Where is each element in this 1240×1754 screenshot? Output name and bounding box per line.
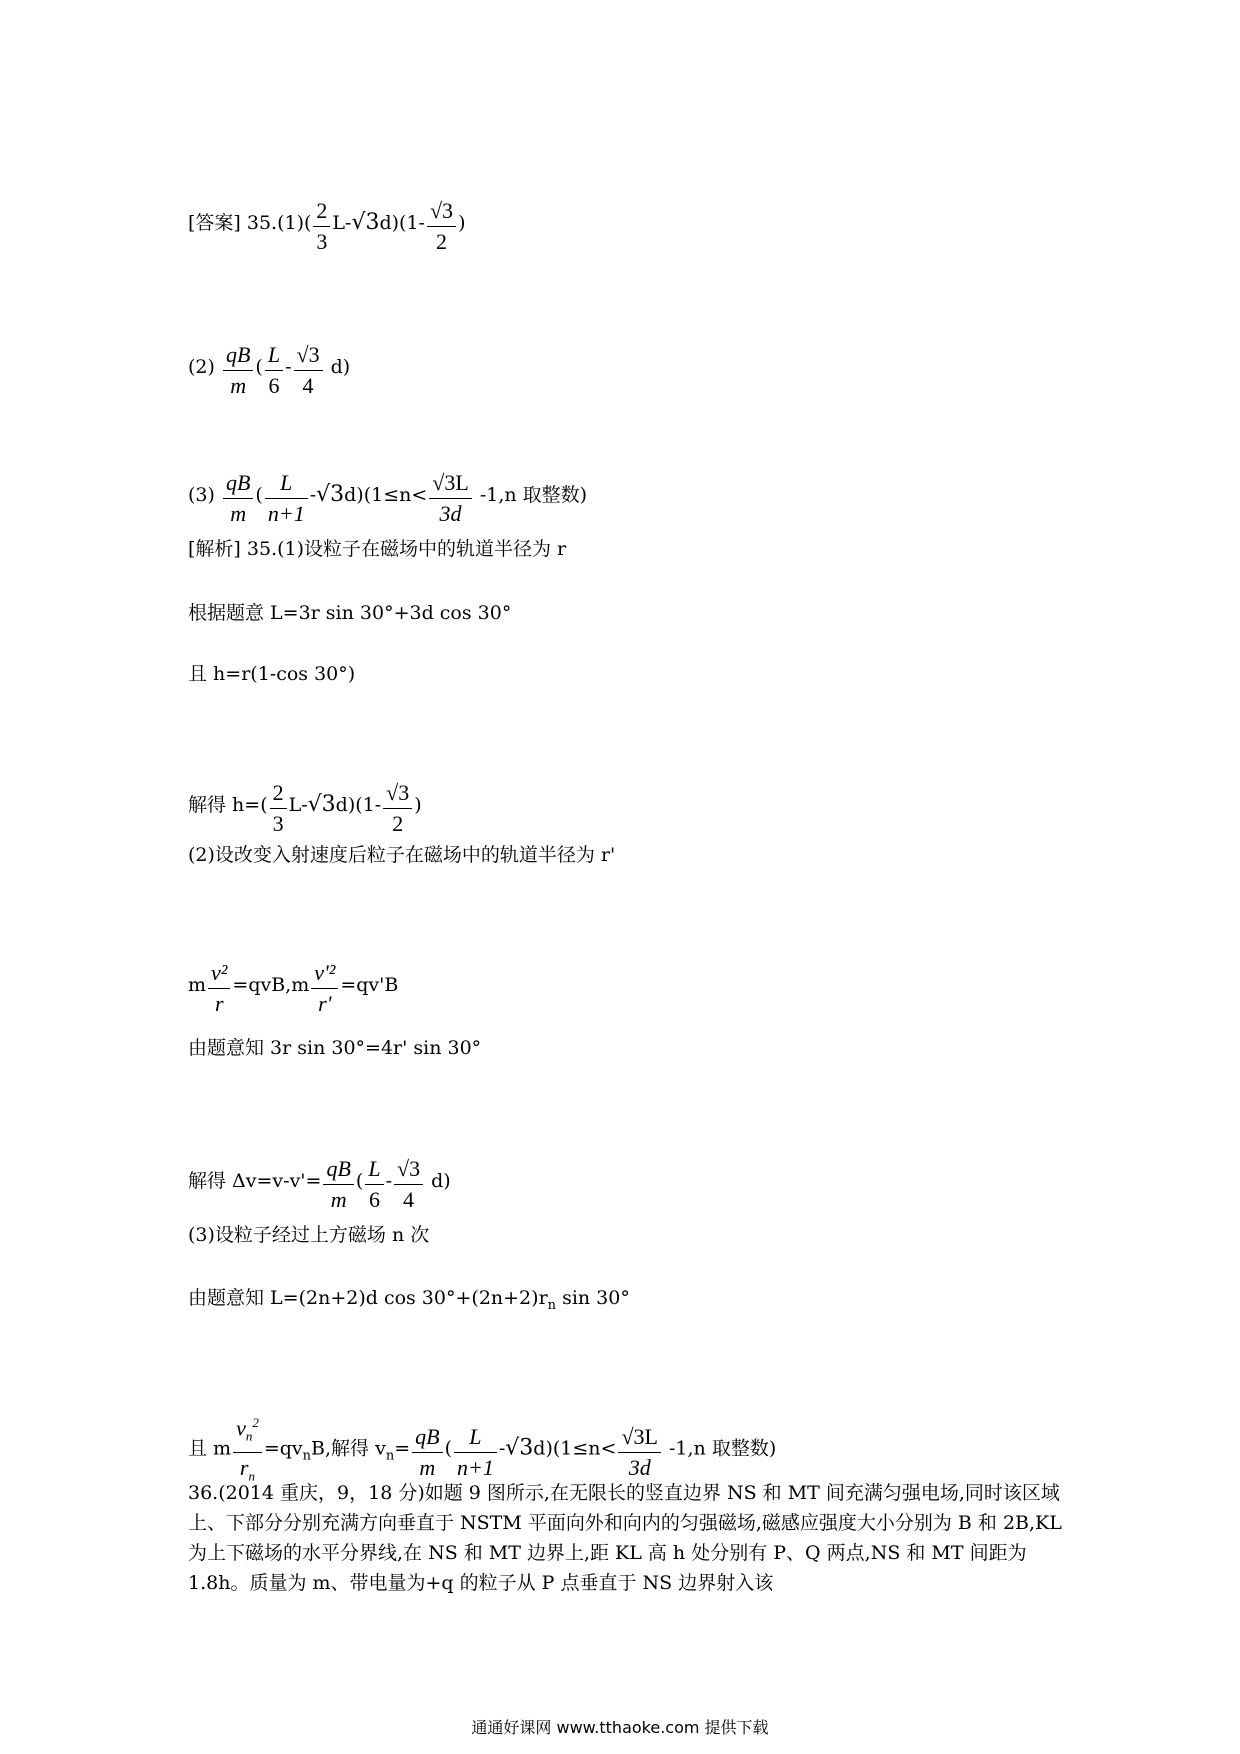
text: - <box>285 356 292 378</box>
text: ( <box>255 484 263 506</box>
text: ( <box>255 356 263 378</box>
text: ) <box>414 794 422 816</box>
text: d) <box>431 1170 451 1192</box>
denominator: 4 <box>302 373 314 398</box>
numerator: v'² <box>311 958 338 989</box>
text: (3) <box>188 484 215 506</box>
numerator: qB <box>323 1154 353 1185</box>
denominator: 3 <box>316 229 328 254</box>
text: - <box>498 1437 506 1460</box>
numerator: √3 <box>294 340 323 371</box>
fraction <box>223 340 253 401</box>
numerator: qB <box>223 340 253 371</box>
numerator: qB <box>223 468 253 499</box>
text: v <box>236 1415 246 1441</box>
denominator: 2 <box>436 229 448 254</box>
denominator: 3 <box>272 811 284 836</box>
fraction <box>429 468 472 529</box>
numerator: √3L <box>429 468 472 499</box>
text: d) <box>330 356 351 378</box>
numerator: √3 <box>383 778 412 809</box>
fraction <box>412 1422 442 1483</box>
answer-label: [答案] 35.(1)( <box>188 212 312 234</box>
subscript: n <box>547 1297 557 1313</box>
text: sin 30° <box>556 1287 630 1309</box>
text: d)(1≤n< <box>533 1437 617 1460</box>
fraction <box>454 1422 497 1483</box>
denominator: m <box>230 373 247 398</box>
analysis-line-3: 且 h=r(1-cos 30°) <box>188 663 356 685</box>
text: L- <box>332 212 352 234</box>
text: = <box>394 1437 411 1460</box>
numerator: v² <box>208 958 230 989</box>
denominator: m <box>419 1454 436 1480</box>
subscript: n <box>248 1468 255 1484</box>
text: =qv <box>263 1437 303 1460</box>
text: - <box>309 484 317 506</box>
denominator: 4 <box>403 1187 415 1212</box>
text: d)(1- <box>335 794 382 816</box>
text: 解得 Δv=v-v'= <box>188 1170 322 1192</box>
text: - <box>385 1170 392 1192</box>
text: 由题意知 L=(2n+2)d cos 30°+(2n+2)r <box>188 1287 548 1309</box>
analysis-line-6 <box>188 958 398 1019</box>
denominator: 6 <box>268 373 280 398</box>
analysis-line-8 <box>188 1154 451 1215</box>
numerator <box>233 1408 262 1453</box>
numerator: √3 <box>427 196 456 227</box>
numerator: L <box>265 340 283 371</box>
numerator: qB <box>412 1422 442 1453</box>
subscript: n <box>245 1428 253 1444</box>
text: d)(1≤n< <box>344 484 428 506</box>
fraction <box>365 1154 383 1215</box>
denominator: 3d <box>439 501 462 526</box>
sqrt: √3 <box>351 210 380 235</box>
fraction <box>618 1422 661 1483</box>
denominator: m <box>230 501 247 526</box>
numerator: L <box>265 468 308 499</box>
denominator: 3d <box>628 1454 651 1480</box>
fraction <box>383 778 412 839</box>
denominator: r <box>214 991 224 1016</box>
numerator: √3 <box>394 1154 423 1185</box>
fraction <box>270 778 287 839</box>
text: L- <box>288 794 308 816</box>
analysis-line-4 <box>188 778 422 839</box>
numerator: 2 <box>313 196 330 227</box>
analysis-line-10 <box>188 1285 630 1319</box>
fraction <box>223 468 253 529</box>
analysis-line-1: [解析] 35.(1)设粒子在磁场中的轨道半径为 r <box>188 538 567 560</box>
denominator: n+1 <box>267 501 305 526</box>
analysis-line-2: 根据题意 L=3r sin 30°+3d cos 30° <box>188 602 512 624</box>
subscript: n <box>385 1448 395 1464</box>
text: ( <box>444 1437 452 1460</box>
text: r <box>239 1454 249 1480</box>
fraction <box>427 196 456 257</box>
sqrt: √3 <box>505 1435 534 1461</box>
problem-36-text: 36.(2014 重庆，9，18 分)如题 9 图所示,在无限长的竖直边界 NS 和 MT 间充满匀强电场,同时该区域上、下部分分别充满方向垂直于 NSTM 平面向外和向内的匀强磁场,磁感应强度大小分别为 B 和 2B,KL 为上下磁场的水平分界线,在 NS 和 MT 边界上,距 KL 高 h 处分别有 P、Q 两点,NS 和 MT 间距为 1.8h。质量为 m、带电量为+q 的粒子从 P 点垂直于 NS 边界射入该 <box>188 1482 1062 1594</box>
text: ( <box>355 1170 364 1192</box>
answer-line-2 <box>188 340 350 401</box>
text: ) <box>458 212 466 234</box>
fraction <box>313 196 330 257</box>
text: d)(1- <box>379 212 425 234</box>
subscript: n <box>302 1448 312 1464</box>
text: -1,n 取整数) <box>479 484 588 506</box>
numerator: 2 <box>270 778 287 809</box>
text: (2) <box>188 356 215 378</box>
fraction <box>394 1154 423 1215</box>
analysis-line-9: (3)设粒子经过上方磁场 n 次 <box>188 1224 430 1246</box>
answer-line-3 <box>188 468 587 529</box>
text: m <box>188 974 207 996</box>
sqrt: √3 <box>307 792 336 817</box>
denominator: 6 <box>368 1187 380 1212</box>
text: =qv'B <box>340 974 399 996</box>
sqrt: √3 <box>316 482 345 507</box>
numerator: √3L <box>618 1422 661 1453</box>
numerator: L <box>454 1422 497 1453</box>
superscript: 2 <box>252 1415 259 1430</box>
denominator: r' <box>318 991 332 1016</box>
denominator: 2 <box>392 811 404 836</box>
fraction <box>323 1154 353 1215</box>
fraction <box>208 958 230 1019</box>
text: 解得 h=( <box>188 794 268 816</box>
text: B,解得 v <box>311 1437 386 1460</box>
answer-line-1 <box>188 196 465 257</box>
denominator: m <box>330 1187 347 1212</box>
footer-text: 通通好课网 www.tthaoke.com 提供下载 <box>471 1718 769 1737</box>
analysis-line-7: 由题意知 3r sin 30°=4r' sin 30° <box>188 1037 482 1059</box>
analysis-line-5: (2)设改变入射速度后粒子在磁场中的轨道半径为 r' <box>188 844 616 866</box>
fraction <box>265 340 283 401</box>
text: -1,n 取整数) <box>669 1437 777 1460</box>
text: =qvB,m <box>232 974 310 996</box>
text: 且 m <box>188 1437 232 1460</box>
fraction <box>294 340 323 401</box>
denominator: n+1 <box>456 1454 494 1480</box>
fraction <box>311 958 338 1019</box>
fraction <box>265 468 308 529</box>
numerator: L <box>365 1154 383 1185</box>
